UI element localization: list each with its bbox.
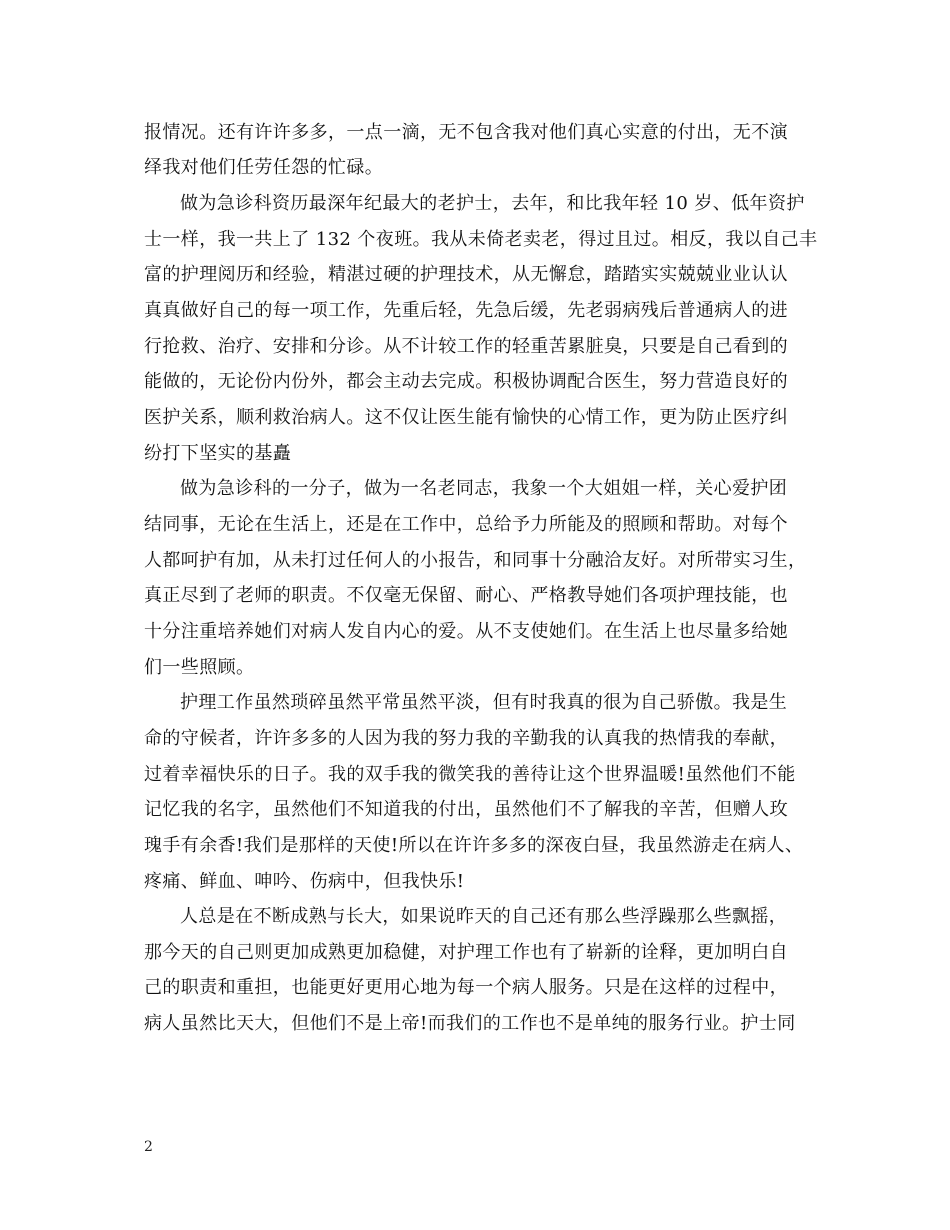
- text-line-19: 过着幸福快乐的日子。我的双手我的微笑我的善待让这个世界温暖!虽然他们不能: [144, 764, 796, 785]
- text-line-9: 医护关系，顺利救治病人。这不仅让医生能有愉快的心情工作，更为防止医疗纠: [144, 407, 788, 428]
- text-line-13: 人都呵护有加，从未打过任何人的小报告，和同事十分融洽友好。对所带实习生，: [144, 550, 807, 571]
- text-line-12: 结同事，无论在生活上，还是在工作中，总给予力所能及的照顾和帮助。对每个: [144, 514, 788, 535]
- page-number: 2: [144, 1139, 153, 1155]
- text-line-4: 士一样，我一共上了 132 个夜班。我从未倚老卖老，得过且过。相反，我以自己丰: [144, 229, 818, 250]
- text-line-8: 能做的，无论份内份外，都会主动去完成。积极协调配合医生，努力营造良好的: [144, 371, 788, 392]
- text-line-7: 行抢救、治疗、安排和分诊。从不计较工作的轻重苦累脏臭，只要是自己看到的: [144, 336, 788, 357]
- text-line-1: 报情况。还有许许多多，一点一滴，无不包含我对他们真心实意的付出，无不演: [144, 122, 788, 143]
- text-line-18: 命的守候者，许许多多的人因为我的努力我的辛勤我的认真我的热情我的奉献，: [144, 728, 788, 749]
- text-line-5: 富的护理阅历和经验，精湛过硬的护理技术，从无懈怠，踏踏实实兢兢业业认认: [144, 264, 788, 285]
- text-line-3: 做为急诊科资历最深年纪最大的老护士，去年，和比我年轻 10 岁、低年资护: [180, 193, 805, 214]
- text-line-24: 那今天的自己则更加成熟更加稳健，对护理工作也有了崭新的诠释，更加明白自: [144, 942, 788, 963]
- text-line-6: 真真做好自己的每一项工作，先重后轻，先急后缓，先老弱病残后普通病人的进: [144, 300, 788, 321]
- text-line-11: 做为急诊科的一分子，做为一名老同志，我象一个大姐姐一样，关心爱护团: [180, 478, 788, 499]
- text-line-20: 记忆我的名字，虽然他们不知道我的付出，虽然他们不了解我的辛苦，但赠人玫: [144, 799, 788, 820]
- text-line-21: 瑰手有余香!我们是那样的天使!所以在许许多多的深夜白昼，我虽然游走在病人、: [144, 835, 804, 856]
- text-line-23: 人总是在不断成熟与长大，如果说昨天的自己还有那么些浮躁那么些飘摇，: [180, 906, 788, 927]
- text-line-22: 疼痛、鲜血、呻吟、伤病中，但我快乐!: [144, 871, 465, 892]
- text-line-17: 护理工作虽然琐碎虽然平常虽然平淡，但有时我真的很为自己骄傲。我是生: [180, 692, 788, 713]
- text-line-14: 真正尽到了老师的职责。不仅毫无保留、耐心、严格教导她们各项护理技能，也: [144, 585, 788, 606]
- text-line-2: 绎我对他们任劳任怨的忙碌。: [144, 157, 384, 178]
- text-line-15: 十分注重培养她们对病人发自内心的爱。从不支使她们。在生活上也尽量多给她: [144, 621, 788, 642]
- text-line-10: 纷打下坚实的基矗: [144, 443, 292, 464]
- text-line-25: 己的职责和重担，也能更好更用心地为每一个病人服务。只是在这样的过程中，: [144, 977, 788, 998]
- text-line-26: 病人虽然比天大，但他们不是上帝!而我们的工作也不是单纯的服务行业。护士同: [144, 1013, 796, 1034]
- text-line-16: 们一些照顾。: [144, 657, 255, 678]
